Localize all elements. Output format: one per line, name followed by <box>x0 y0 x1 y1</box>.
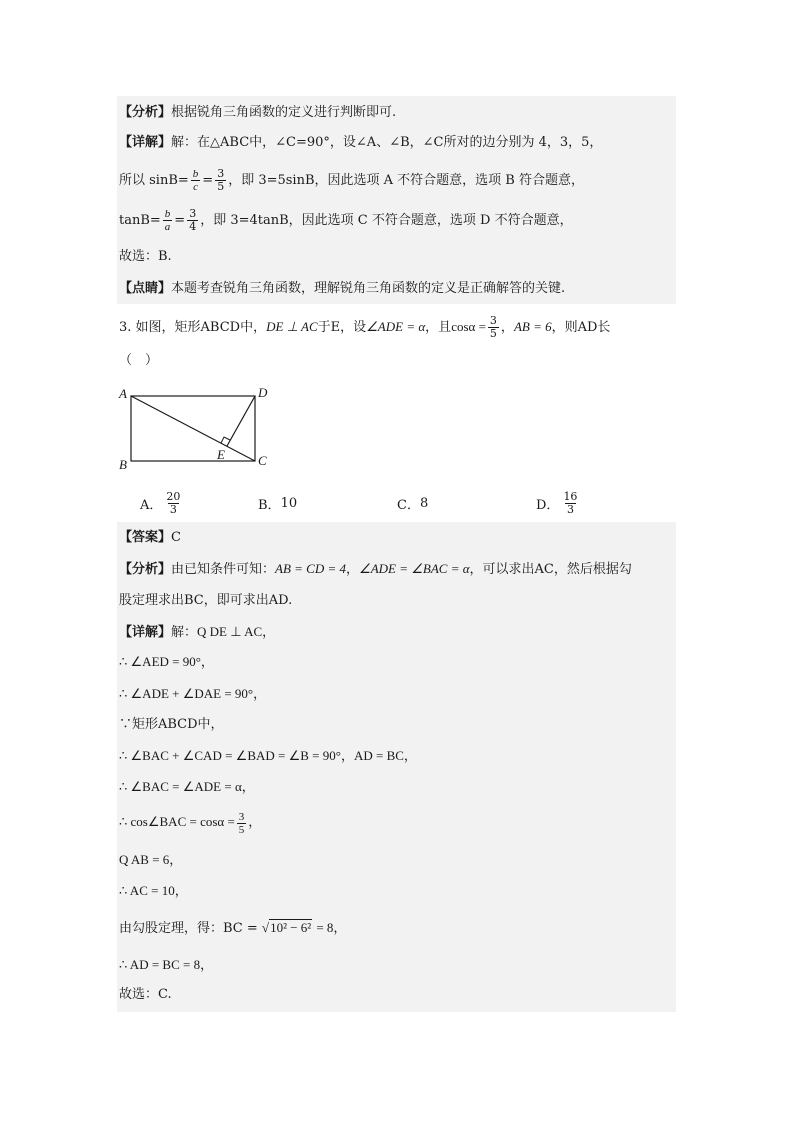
option-value: 8 <box>419 495 429 511</box>
question-text-mid: 于E，设 <box>317 320 367 335</box>
detail2-step5: ∴ ∠BAC + ∠CAD = ∠BAD = ∠B = 90°，AD = BC， <box>119 748 417 763</box>
frac-num: 3 <box>217 167 225 180</box>
choose-line-1: 故选：B. <box>119 249 172 264</box>
label-e: E <box>217 447 225 462</box>
condition-ab: AB = 6 <box>513 319 552 334</box>
answer-tag: 【答案】 <box>119 530 172 545</box>
option-a-fraction <box>164 491 182 516</box>
tan-pre: tanB= <box>119 213 161 228</box>
label-a: A <box>119 386 127 401</box>
choose-line-2: 故选：C. <box>119 987 172 1002</box>
option-d[interactable] <box>536 486 581 520</box>
fraction-b-over-c <box>191 168 201 193</box>
question-line: 3. 如图，矩形ABCD中，DE ⊥ AC于E，设∠ADE = α，且cosα = $\frac{3}{5}$ ，AB = 6，则AD长 <box>119 314 611 340</box>
frac-num: 20 <box>166 489 181 503</box>
sin-line <box>119 164 584 198</box>
rectangle-figure <box>115 383 275 473</box>
pythagoras-post: = 8， <box>316 920 347 935</box>
frac-num: 3 <box>489 314 497 327</box>
option-letter: A． <box>140 497 163 513</box>
fraction-3-over-4 <box>187 208 198 233</box>
fraction-b-over-a <box>163 208 173 233</box>
solution-block-1 <box>117 96 676 304</box>
detail2-step9: ∴ AC = 10， <box>119 883 188 898</box>
analysis-text: 根据锐角三角函数的定义进行判断即可. <box>171 105 397 120</box>
detail2-step10 <box>119 918 346 939</box>
detail2-line-1 <box>119 622 275 643</box>
detail2-step11: ∴ AD = BC = 8， <box>119 957 214 972</box>
detail2-tag: 【详解】 <box>119 625 172 640</box>
segment-de <box>227 396 255 446</box>
analysis2-tag: 【分析】 <box>119 562 172 577</box>
question-number: 3. <box>119 320 132 335</box>
detail-line <box>119 133 602 153</box>
frac-num: b <box>164 208 171 220</box>
analysis2-sep: ， <box>346 562 360 577</box>
option-b[interactable] <box>258 486 297 520</box>
sqrt-radicand: 10² − 6² <box>270 920 312 935</box>
detail2-step4: ∵矩形ABCD中， <box>119 717 224 732</box>
frac-num: 16 <box>563 489 578 503</box>
condition-perpendicular: DE ⊥ AC <box>266 319 318 334</box>
frac-den: 5 <box>238 823 245 836</box>
cos-label: cosα = <box>451 319 486 334</box>
frac-den: 5 <box>489 327 497 340</box>
option-c[interactable] <box>397 486 428 520</box>
comment-tag: 【点睛】 <box>119 281 172 296</box>
equals: = <box>202 173 214 188</box>
option-letter: C． <box>397 497 420 513</box>
label-c: C <box>258 453 267 468</box>
question-text: 如图，矩形ABCD中， <box>135 320 267 335</box>
option-letter: B． <box>258 497 281 513</box>
cos-bac-post: ， <box>248 814 262 829</box>
analysis2-post: ，可以求出AC，然后根据勾 <box>469 562 632 577</box>
detail2-step3: ∴ ∠ADE + ∠DAE = 90°， <box>119 686 267 701</box>
frac-den: a <box>164 221 171 233</box>
frac-den: 4 <box>189 220 197 233</box>
frac-num: 3 <box>238 810 245 823</box>
question-text-mid2: ，且 <box>425 320 452 335</box>
sqrt-sign: √ <box>261 920 270 935</box>
answer-line <box>119 528 181 548</box>
label-d: D <box>258 385 268 400</box>
analysis2-math2: ∠ADE = ∠BAC = α <box>359 561 470 576</box>
equals: = <box>174 213 186 228</box>
comment-line <box>119 279 565 299</box>
option-d-fraction <box>561 491 579 516</box>
cos-bac-pre: ∴ cos∠BAC = cosα = <box>119 814 235 829</box>
option-letter: D． <box>536 497 560 513</box>
detail2-step7 <box>119 805 261 839</box>
tan-line <box>119 204 573 238</box>
option-value: 10 <box>280 495 298 511</box>
frac-den: 3 <box>169 502 177 516</box>
sin-post: ，即 3=5sinB，因此选项 A 不符合题意，选项 B 符合题意， <box>228 173 584 188</box>
cos-bac-fraction <box>237 811 247 836</box>
analysis2-math1: AB = CD = 4 <box>275 561 347 576</box>
frac-num: b <box>192 168 199 180</box>
fraction-3-over-5 <box>215 168 226 193</box>
detail-text: 解：在△ABC中，∠C=90°，设∠A、∠B，∠C所对的边分别为 4，3，5， <box>171 135 603 150</box>
analysis2-line-2: 股定理求出BC，即可求出AD. <box>119 593 293 608</box>
detail-tag: 【详解】 <box>119 135 172 150</box>
frac-den: 5 <box>217 180 225 193</box>
analysis2-text: 由已知条件可知： <box>171 562 276 577</box>
tan-post: ，即 3=4tanB，因此选项 C 不符合题意，选项 D 不符合题意， <box>200 213 573 228</box>
frac-den: c <box>193 181 198 193</box>
pythagoras-pre: 由勾股定理，得：BC = <box>119 921 258 936</box>
detail2-step8: Q AB = 6， <box>119 852 183 867</box>
condition-angle: ∠ADE = α <box>366 319 426 334</box>
analysis-line <box>119 103 396 123</box>
frac-num: 3 <box>189 207 197 220</box>
answer-value: C <box>171 530 181 545</box>
option-a[interactable] <box>140 486 184 520</box>
label-b: B <box>119 457 127 472</box>
analysis2-line-1 <box>119 559 632 580</box>
question-text-end: ，则AD长 <box>551 320 611 335</box>
sin-pre: 所以 sinB= <box>119 173 189 188</box>
detail2-step2: ∴ ∠AED = 90°， <box>119 654 214 669</box>
detail2-step1: 解：Q DE ⊥ AC， <box>171 624 276 639</box>
detail2-step6: ∴ ∠BAC = ∠ADE = α， <box>119 779 255 794</box>
question-paren: （ ） <box>119 353 159 368</box>
cos-fraction <box>488 315 499 340</box>
frac-den: 3 <box>566 502 574 516</box>
comment-text: 本题考查锐角三角函数，理解锐角三角函数的定义是正确解答的关键. <box>171 281 566 296</box>
analysis-tag: 【分析】 <box>119 105 172 120</box>
